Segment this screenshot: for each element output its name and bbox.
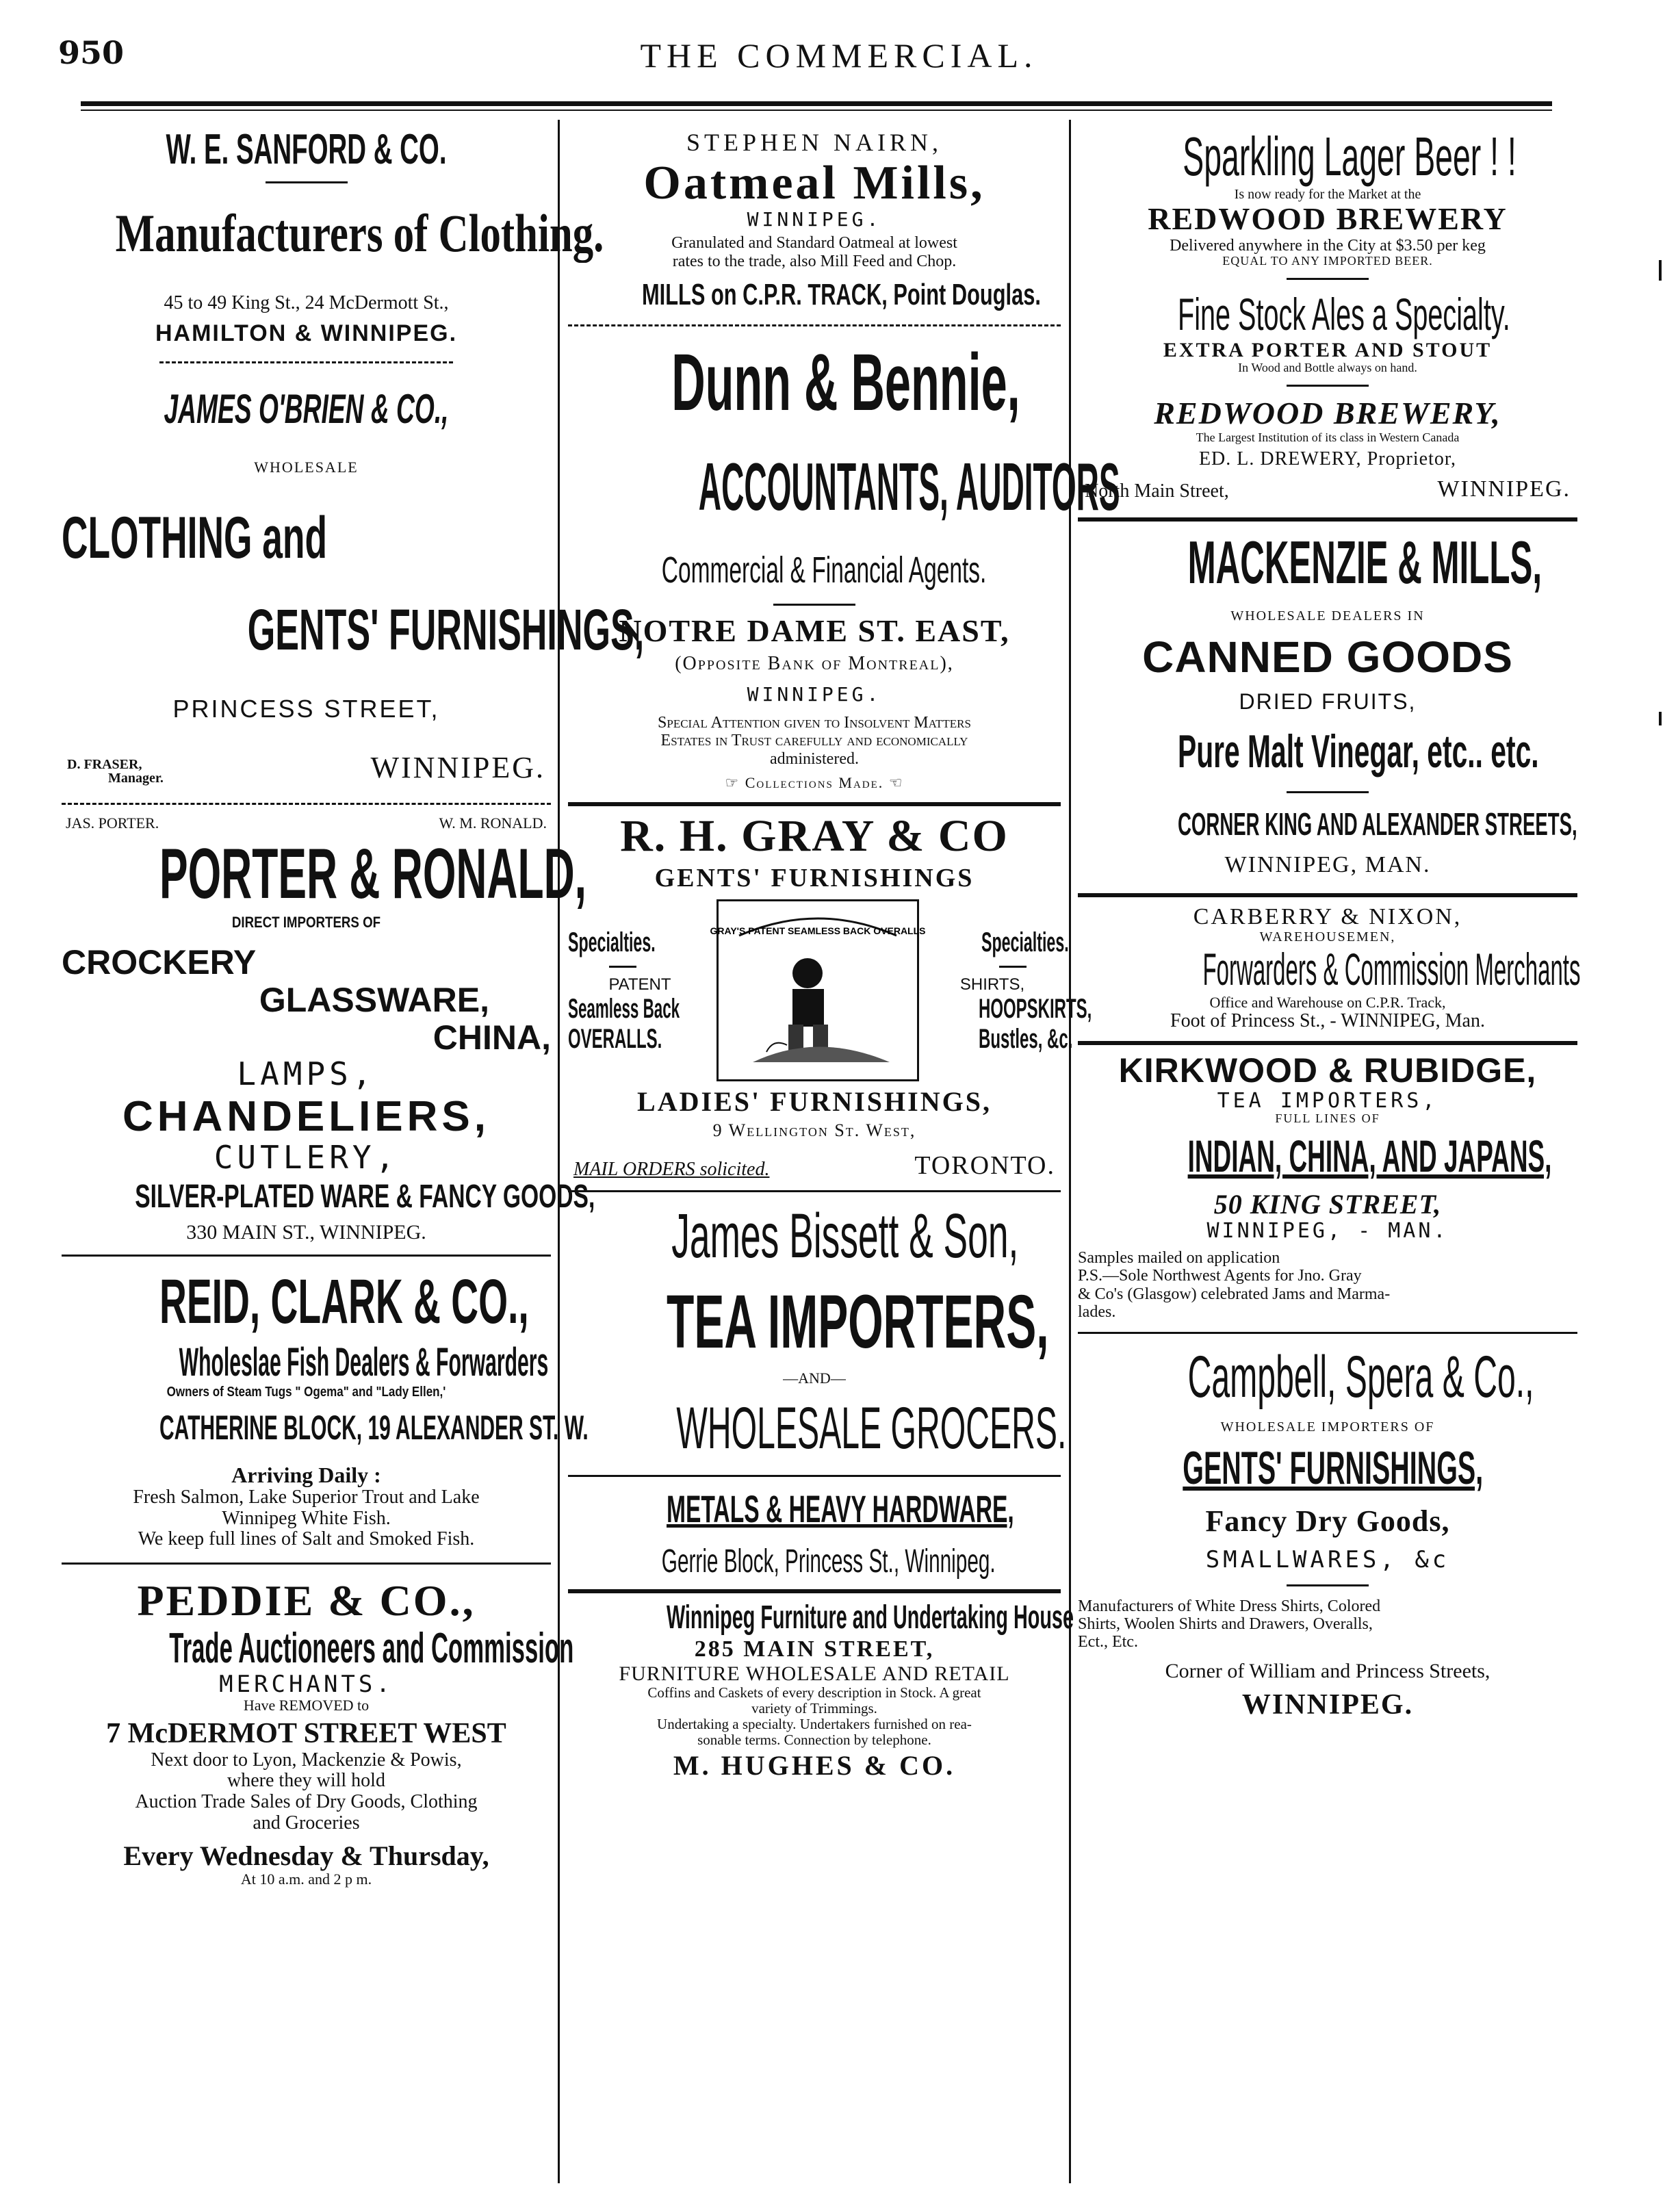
- column-3: [1078, 120, 1581, 2183]
- divider: [568, 1190, 1061, 1192]
- ad-line: ED. L. DREWERY, Proprietor,: [1198, 448, 1457, 470]
- ad-bissett: [568, 1201, 1067, 1462]
- ad-city: WINNIPEG.: [1437, 476, 1571, 502]
- ad-name: REID, CLARK & CO.,: [159, 1266, 529, 1337]
- ad-line: The Largest Institution of its class in Western Canada: [1196, 430, 1460, 444]
- ad-line: lades.: [1078, 1303, 1116, 1322]
- ad-name: STEPHEN NAIRN,: [686, 129, 942, 156]
- ad-line: Foot of Princess St., - WINNIPEG, Man.: [1170, 1009, 1485, 1031]
- divider: [266, 181, 348, 183]
- ad-furniture: [568, 1599, 1074, 1781]
- ad-line: & Co's (Glasgow) celebrated Jams and Marma-: [1078, 1285, 1391, 1303]
- ad-line: CLOTHING and: [62, 505, 328, 571]
- ad-line: In Wood and Bottle always on hand.: [1238, 361, 1417, 375]
- ad-redwood: [1078, 120, 1577, 502]
- ad-name: CARBERRY & NIXON,: [1193, 903, 1462, 929]
- ad-line: METALS & HEAVY HARDWARE,: [667, 1487, 1014, 1531]
- ad-line: Fresh Salmon, Lake Superior Trout and Lake: [133, 1486, 480, 1508]
- divider: [773, 604, 855, 606]
- ad-subline: WHOLESALE: [254, 459, 359, 476]
- column-divider: [1069, 120, 1071, 2183]
- ad-street: North Main Street,: [1085, 480, 1229, 502]
- gray-right-list: [924, 927, 1092, 1055]
- ad-item: CHINA,: [433, 1018, 551, 1057]
- ad-line: EXTRA PORTER AND STOUT: [1163, 339, 1493, 362]
- ad-name: REDWOOD BREWERY: [1148, 201, 1508, 236]
- ad-obrien: [62, 386, 645, 786]
- ad-city: WINNIPEG.: [370, 750, 545, 784]
- ad-subline: WHOLESALE DEALERS IN: [1230, 608, 1425, 624]
- divider: [999, 966, 1027, 968]
- ad-footer-row: [62, 750, 551, 785]
- ad-subline: DIRECT IMPORTERS OF: [231, 914, 381, 931]
- ad-address: 9 Wellington St. West,: [712, 1120, 916, 1141]
- ad-name: W. E. SANFORD & CO.: [166, 126, 447, 173]
- column-divider: [558, 120, 560, 2183]
- ad-city: WINNIPEG.: [747, 682, 882, 706]
- ad-city: WINNIPEG.: [747, 207, 882, 231]
- ad-line: ☞ Collections Made. ☜: [725, 773, 904, 791]
- ad-address: 45 to 49 King St., 24 McDermott St.,: [164, 292, 449, 313]
- divider: [1078, 1332, 1577, 1334]
- divider: [568, 802, 1061, 806]
- header-rule: [81, 101, 1552, 106]
- ad-line: where they will hold: [227, 1770, 385, 1792]
- ad-name: MACKENZIE & MILLS,: [1187, 528, 1543, 597]
- ad-line: Forwarders & Commission Merchants: [1202, 943, 1581, 994]
- divider: [1287, 1584, 1369, 1586]
- ad-line: Winnipeg White Fish.: [222, 1507, 391, 1529]
- ad-line: GENTS' FURNISHINGS: [654, 863, 974, 892]
- ad-name: REDWOOD BREWERY,: [1154, 396, 1501, 431]
- divider: [609, 966, 636, 968]
- ad-name: Dunn & Bennie,: [671, 337, 1020, 428]
- overalls-illustration: [710, 899, 926, 1081]
- ad-line: Fancy Dry Goods,: [1205, 1504, 1450, 1538]
- ad-line: sonable terms. Connection by telephone.: [697, 1731, 931, 1748]
- ad-line: ACCOUNTANTS, AUDITORS: [698, 449, 1120, 525]
- partners-row: [62, 814, 551, 832]
- ad-line: GENTS' FURNISHINGS,: [1183, 1442, 1484, 1495]
- ad-sanford: [62, 120, 604, 346]
- ad-line: INDIAN, CHINA, AND JAPANS,: [1187, 1131, 1552, 1182]
- ad-item: CUTLERY,: [214, 1139, 399, 1176]
- ad-name: R. H. GRAY & CO: [620, 811, 1009, 862]
- manager-title: Manager.: [108, 770, 164, 786]
- ad-street: 50 KING STREET,: [1213, 1188, 1442, 1220]
- divider: [1078, 893, 1577, 897]
- ad-line: TEA IMPORTERS,: [1217, 1089, 1438, 1114]
- ad-line: Ect., Etc.: [1078, 1633, 1138, 1651]
- ad-line: Estates in Trust carefully and economically: [660, 732, 968, 750]
- ad-line: Shirts, Woolen Shirts and Drawers, Overalls,: [1078, 1615, 1373, 1633]
- ad-line: variety of Trimmings.: [751, 1699, 877, 1716]
- ad-kirkwood: [1078, 1052, 1577, 1321]
- ad-line: Every Wednesday & Thursday,: [123, 1840, 489, 1871]
- ad-line: FURNITURE WHOLESALE AND RETAIL: [619, 1662, 1010, 1685]
- divider: [1287, 278, 1369, 280]
- ad-dunn: [568, 337, 1120, 792]
- ad-line: DRIED FRUITS,: [1239, 689, 1417, 714]
- ad-name: PEDDIE & CO.,: [137, 1576, 476, 1625]
- ad-porter: [62, 814, 595, 1244]
- ad-line: SMALLWARES, &c: [1205, 1546, 1450, 1574]
- ad-line: Is now ready for the Market at the: [1234, 187, 1421, 202]
- ad-line: Pure Malt Vinegar, etc.. etc.: [1178, 725, 1539, 777]
- divider: [62, 1255, 551, 1257]
- ad-line: —AND—: [783, 1369, 846, 1387]
- ad-subline: WAREHOUSEMEN,: [1259, 929, 1396, 944]
- ad-nairn: [568, 120, 1061, 312]
- ad-subline: WHOLESALE IMPORTERS OF: [1220, 1419, 1435, 1435]
- ad-line: Auction Trade Sales of Dry Goods, Clothing: [135, 1791, 478, 1813]
- ad-name: JAMES O'BRIEN & CO.,: [164, 386, 449, 433]
- ad-peddie: [62, 1576, 574, 1888]
- ad-line: Gerrie Block, Princess St., Winnipeg.: [661, 1543, 996, 1580]
- ad-line: Trade Auctioneers and Commission: [169, 1624, 574, 1672]
- ad-line: (Opposite Bank of Montreal),: [675, 653, 954, 675]
- ad-line: Arriving Daily :: [231, 1462, 381, 1487]
- ad-name: Winnipeg Furniture and Undertaking House: [667, 1599, 1074, 1636]
- ad-line: Next door to Lyon, Mackenzie & Powis,: [151, 1749, 462, 1771]
- divider: [159, 361, 453, 363]
- ad-line: Specialties.: [981, 927, 1069, 957]
- ad-line: EQUAL TO ANY IMPORTED BEER.: [1222, 253, 1433, 268]
- partner-name: JAS. PORTER.: [66, 814, 159, 832]
- ad-address: Corner of William and Princess Streets,: [1165, 1659, 1490, 1682]
- gray-footer-row: [568, 1150, 1061, 1181]
- ad-item: SILVER-PLATED WARE & FANCY GOODS,: [135, 1178, 595, 1215]
- ad-line: MILLS on C.P.R. TRACK, Point Douglas.: [642, 278, 1041, 312]
- divider: [568, 324, 1061, 326]
- ad-line: Bustles, &c.: [979, 1024, 1073, 1055]
- ad-subline: FULL LINES OF: [1275, 1111, 1380, 1126]
- ad-owner: M. HUGHES & CO.: [673, 1750, 956, 1781]
- ad-line: OVERALLS.: [568, 1024, 662, 1055]
- ad-line: SHIRTS,: [959, 975, 1025, 994]
- ad-line: Have REMOVED to: [243, 1697, 370, 1714]
- divider: [62, 1562, 551, 1565]
- ad-line: CANNED GOODS: [1142, 632, 1513, 682]
- ad-line: LADIES' FURNISHINGS,: [637, 1086, 992, 1118]
- ad-line: We keep full lines of Salt and Smoked Fish.: [138, 1528, 475, 1550]
- ad-line: Coffins and Caskets of every description in Stock. A great: [647, 1684, 981, 1701]
- ad-reid: [62, 1266, 589, 1551]
- ad-carberry: [1078, 903, 1581, 1032]
- ad-line: GENTS' FURNISHINGS,: [247, 597, 645, 662]
- ad-mackenzie: [1078, 530, 1577, 877]
- ad-line: Wholeslae Fish Dealers & Forwarders: [179, 1339, 549, 1385]
- ad-name: Campbell, Spera & Co.,: [1187, 1344, 1534, 1411]
- ad-headline: Sparkling Lager Beer ! !: [1183, 126, 1516, 187]
- divider: [1078, 1041, 1577, 1045]
- ad-metals: [568, 1488, 1061, 1580]
- ad-line: At 10 a.m. and 2 p m.: [240, 1870, 372, 1888]
- ad-address: 330 MAIN ST., WINNIPEG.: [186, 1220, 426, 1244]
- divider: [1078, 517, 1577, 522]
- ad-line: Seamless Back: [568, 994, 680, 1025]
- ad-item: CHANDELIERS,: [122, 1093, 491, 1141]
- ad-line: Manufacturers of White Dress Shirts, Colored: [1078, 1597, 1381, 1615]
- ad-line: TEA IMPORTERS,: [667, 1280, 1049, 1365]
- divider: [1287, 385, 1369, 387]
- ad-subline: Owners of Steam Tugs " Ogema" and "Lady Ellen,': [166, 1384, 446, 1400]
- header-rule-thin: [81, 110, 1552, 111]
- redwood-footer-row: [1078, 476, 1577, 502]
- ad-cities: HAMILTON & WINNIPEG.: [155, 320, 458, 346]
- ad-line: Delivered anywhere in the City at $3.50 per keg: [1170, 236, 1486, 255]
- divider: [1287, 791, 1369, 793]
- ad-line: WHOLESALE GROCERS.: [676, 1396, 1067, 1462]
- ad-gray: [568, 811, 1092, 1181]
- divider: [568, 1589, 1061, 1593]
- ad-name: KIRKWOOD & RUBIDGE,: [1118, 1051, 1537, 1090]
- ad-line: P.S.—Sole Northwest Agents for Jno. Gray: [1078, 1267, 1362, 1285]
- ad-line: Office and Warehouse on C.P.R. Track,: [1209, 993, 1446, 1011]
- ad-line: Undertaking a specialty. Undertakers furnished on rea-: [657, 1715, 972, 1732]
- ad-line: and Groceries: [253, 1812, 360, 1834]
- ad-line: MAIL ORDERS solicited.: [573, 1159, 770, 1181]
- ad-address: CORNER KING AND ALEXANDER STREETS,: [1178, 806, 1577, 842]
- ad-address: CATHERINE BLOCK, 19 ALEXANDER ST. W.: [159, 1408, 589, 1447]
- ad-address: 7 McDERMOT STREET WEST: [106, 1718, 506, 1750]
- page-number: 950: [58, 34, 125, 71]
- divider: [568, 1475, 1061, 1477]
- ad-line: MERCHANTS.: [219, 1670, 393, 1698]
- ad-city: WINNIPEG.: [1241, 1688, 1414, 1721]
- partner-name: W. M. RONALD.: [439, 814, 547, 832]
- ad-item: GLASSWARE,: [259, 980, 489, 1019]
- ad-city: TORONTO.: [914, 1151, 1055, 1181]
- manager-block: [67, 758, 164, 785]
- ad-street: PRINCESS STREET,: [172, 695, 440, 723]
- ad-line: Commercial & Financial Agents.: [661, 550, 987, 591]
- ad-item: CROCKERY: [62, 942, 257, 981]
- ad-line: HOOPSKIRTS,: [979, 994, 1092, 1025]
- ad-line: administered.: [770, 749, 859, 768]
- ad-item: LAMPS,: [237, 1055, 376, 1092]
- page-edge-marks: [1651, 205, 1671, 2053]
- divider: [62, 803, 551, 805]
- ad-campbell: [1078, 1345, 1577, 1721]
- ad-line: Special Attention given to Insolvent Matters: [658, 713, 971, 732]
- masthead-title: THE COMMERCIAL.: [640, 36, 1038, 75]
- ad-name: James Bissett & Son,: [671, 1201, 1019, 1272]
- ad-line: rates to the trade, also Mill Feed and Chop.: [672, 252, 957, 270]
- manager-name: D. FRASER,: [67, 756, 142, 772]
- ad-headline: Oatmeal Mills,: [643, 156, 985, 209]
- ad-name: PORTER & RONALD,: [159, 834, 586, 914]
- ad-city: WINNIPEG, MAN.: [1224, 852, 1431, 878]
- ad-city: WINNIPEG, - MAN.: [1206, 1218, 1449, 1243]
- ad-street: NOTRE DAME ST. EAST,: [619, 613, 1010, 648]
- overalls-engraving-image: [710, 908, 926, 1072]
- badge-text: GRAY'S PATENT SEAMLESS BACK OVERALLS: [710, 925, 926, 937]
- gray-left-list: [568, 927, 712, 1054]
- ad-line: Fine Stock Ales a Specialty.: [1178, 288, 1510, 339]
- ad-line: Samples mailed on application: [1078, 1248, 1280, 1267]
- ad-street: 285 MAIN STREET,: [694, 1636, 935, 1662]
- ad-line: Granulated and Standard Oatmeal at lowest: [671, 234, 957, 253]
- ad-line: Specialties.: [568, 927, 656, 957]
- gray-feature-row: [568, 899, 1092, 1081]
- ad-headline: Manufacturers of Clothing.: [115, 203, 604, 263]
- ad-line: PATENT: [608, 975, 671, 994]
